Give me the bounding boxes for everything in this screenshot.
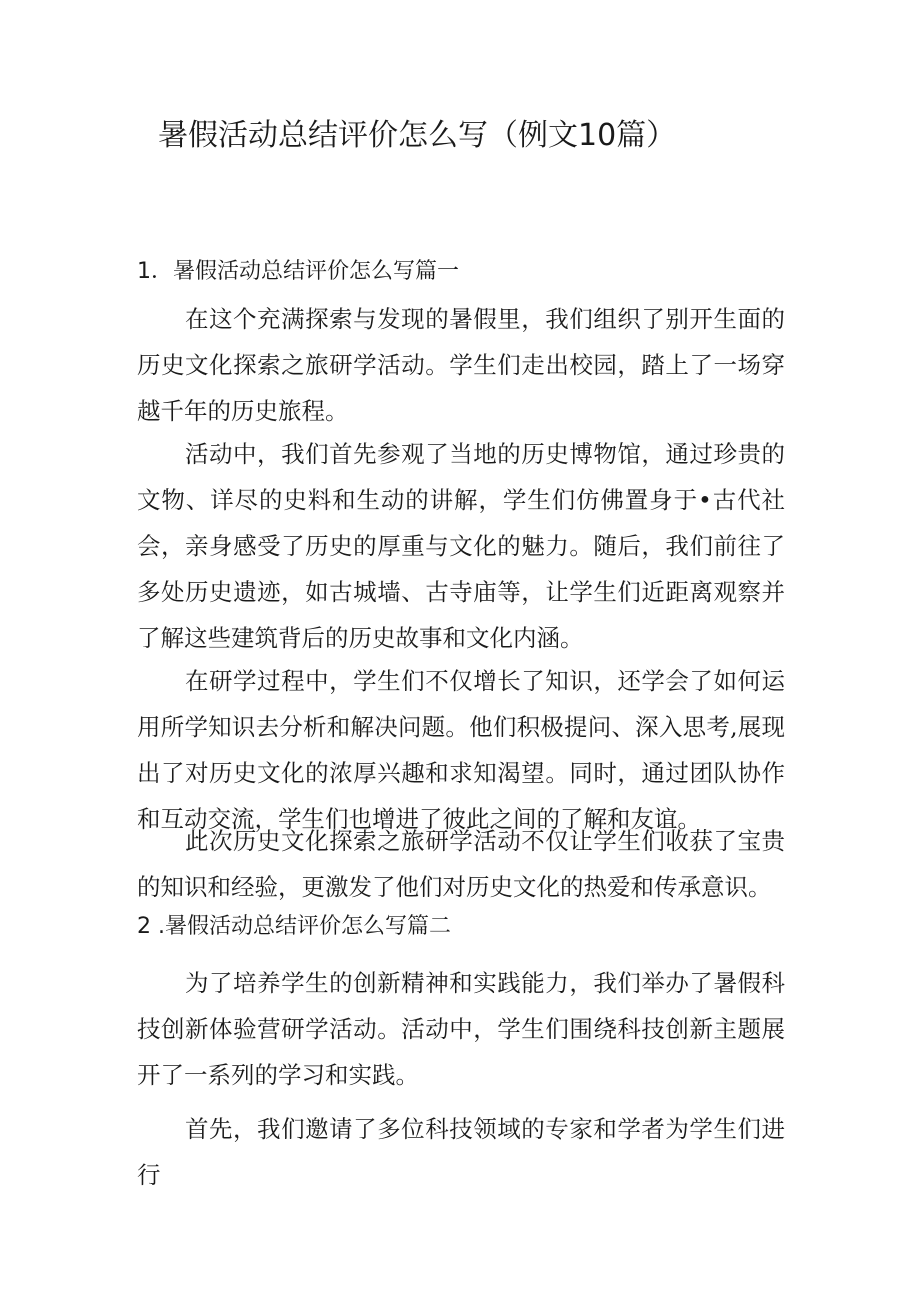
paragraph: 首先，我们邀请了多位科技领域的专家和学者为学生们进行 [137, 1115, 785, 1189]
paragraph: 在这个充满探索与发现的暑假里，我们组织了别开生面的历史文化探索之旅研学活动。学生们走出校园，踏上了一场穿越千年的历史旅程。 [137, 305, 785, 425]
section-heading-1: 1．暑假活动总结评价怎么写篇一 [137, 259, 459, 284]
section-heading-2: 2 .暑假活动总结评价怎么写篇二 [137, 914, 451, 939]
document-title: 暑假活动总结评价怎么写（例文10篇） [158, 118, 677, 153]
paragraph: 此次历史文化探索之旅研学活动不仅让学生们收获了宝贵的知识和经验，更激发了他们对历史文化的热爱和传承意识。 [137, 827, 785, 901]
paragraph: 为了培养学生的创新精神和实践能力，我们举办了暑假科技创新体验营研学活动。活动中，学生们围绕科技创新主题展开了一系列的学习和实践。 [137, 969, 785, 1089]
paragraph: 在研学过程中，学生们不仅增长了知识，还学会了如何运用所学知识去分析和解决问题。他们积极提问、深入思考,展现出了对历史文化的浓厚兴趣和求知渴望。同时，通过团队协作和互动交流，学生们也增进了彼此之间的了解和友谊。 [137, 667, 785, 833]
paragraph: 活动中，我们首先参观了当地的历史博物馆，通过珍贵的文物、详尽的史料和生动的讲解，学生们仿佛置身于•古代社会，亲身感受了历史的厚重与文化的魅力。随后，我们前往了多处历史遗迹，如古城墙、古寺庙等，让学生们近距离观察并了解这些建筑背后的历史故事和文化内涵。 [137, 440, 785, 652]
